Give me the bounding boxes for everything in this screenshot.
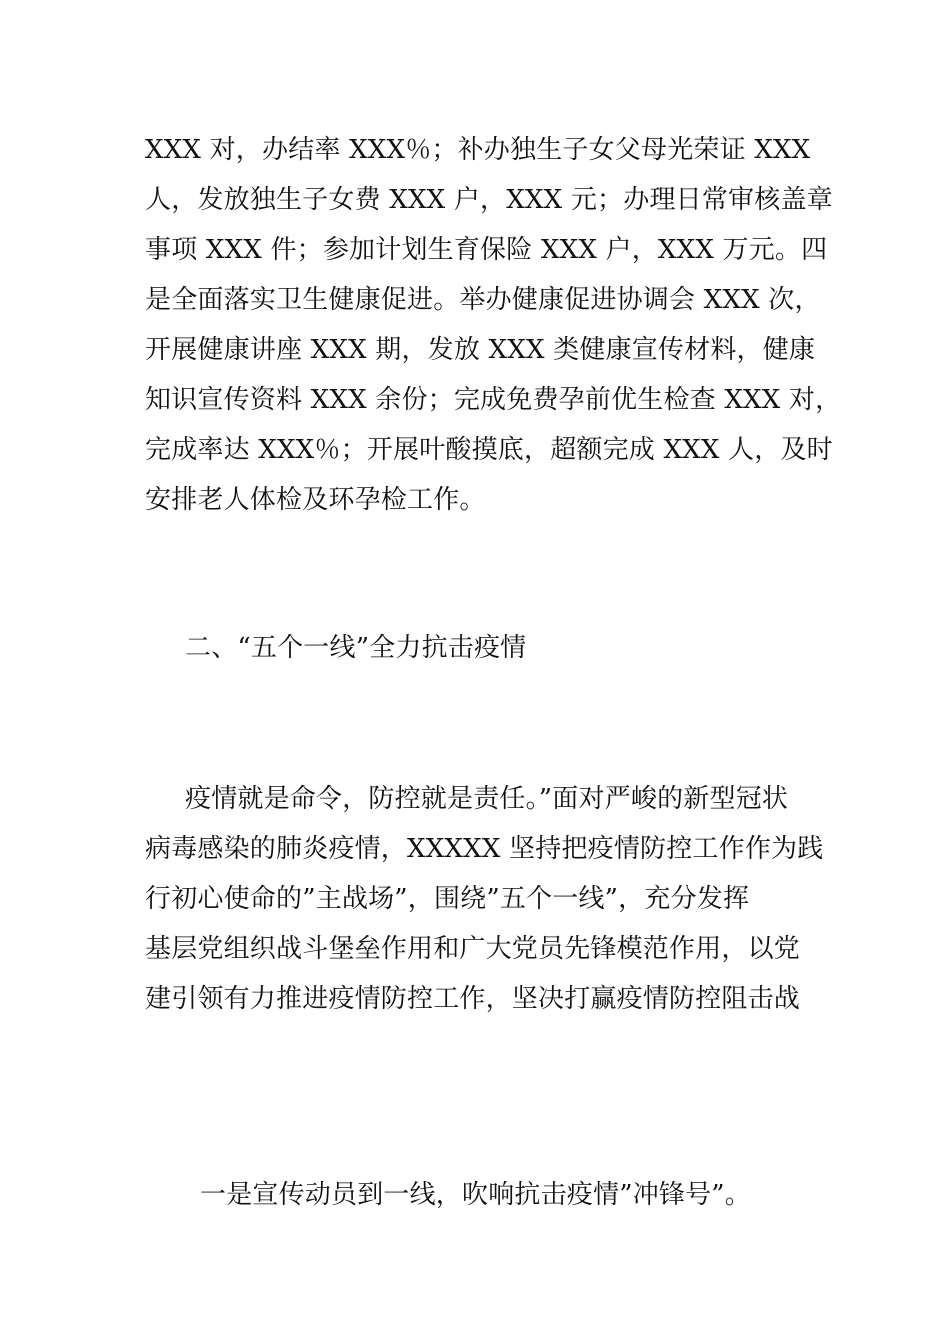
section-heading: 二、“五个一线”全力抗击疫情 [185,633,527,663]
paragraph-line: 病毒感染的肺炎疫情，XXXXX 坚持把疫情防控工作作为践 [145,834,824,864]
paragraph-line: 是全面落实卫生健康促进。举办健康促进协调会 XXX 次， [145,285,821,315]
paragraph-line: XXX 对，办结率 XXX％；补办独生子女父母光荣证 XXX [145,135,811,165]
paragraph-line: 人，发放独生子女费 XXX 户，XXX 元；办理日常审核盖章 [145,185,833,215]
paragraph-line: 完成率达 XXX％；开展叶酸摸底，超额完成 XXX 人，及时 [145,435,833,465]
paragraph-line: 开展健康讲座 XXX 期，发放 XXX 类健康宣传材料，健康 [145,335,816,365]
paragraph-line: 知识宣传资料 XXX 余份；完成免费孕前优生检查 XXX 对， [145,385,842,415]
paragraph-line: 疫情就是命令，防控就是责任。”面对严峻的新型冠状 [185,784,789,814]
paragraph-line: 安排老人体检及环孕检工作。 [145,485,486,515]
paragraph-line: 事项 XXX 件；参加计划生育保险 XXX 户，XXX 万元。四 [145,235,828,265]
paragraph-line: 行初心使命的”主战场”，围绕”五个一线”，充分发挥 [145,884,750,914]
paragraph-line: 建引领有力推进疫情防控工作，坚决打赢疫情防控阻击战 [145,984,801,1014]
paragraph-line: 基层党组织战斗堡垒作用和广大党员先锋模范作用，以党 [145,934,801,964]
subheading: 一是宣传动员到一线，吹响抗击疫情”冲锋号”。 [200,1180,751,1210]
